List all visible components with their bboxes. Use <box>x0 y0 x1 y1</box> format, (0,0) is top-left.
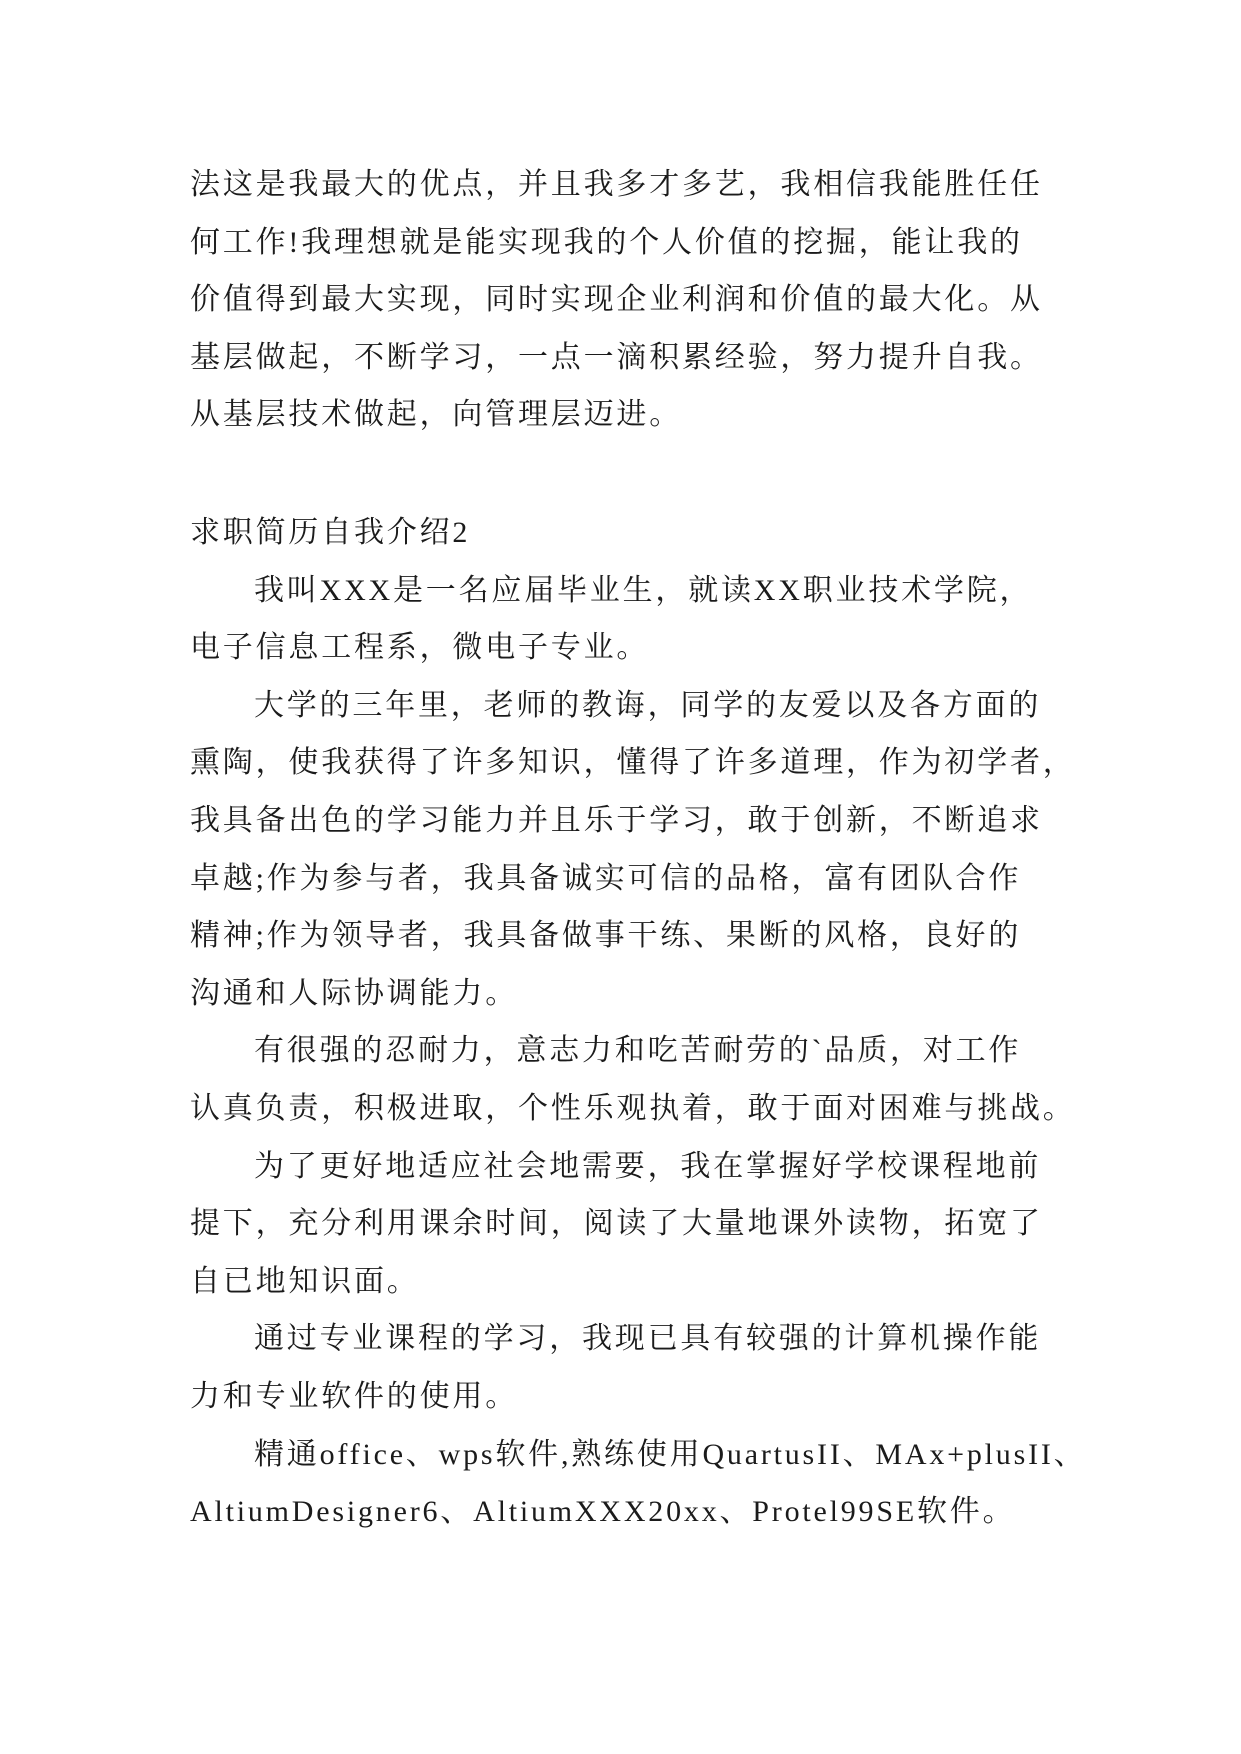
text-line: 卓越;作为参与者，我具备诚实可信的品格，富有团队合作 <box>190 861 1022 895</box>
text-line: 电子信息工程系，微电子专业。 <box>190 631 650 665</box>
text-line: 精神;作为领导者，我具备做事干练、果断的风格，良好的 <box>190 919 1022 953</box>
text-line: 认真负责，积极进取，个性乐观执着，敢于面对困难与挑战。 <box>190 1091 1076 1125</box>
text-line: 大学的三年里，老师的教诲，同学的友爱以及各方面的 <box>254 688 1042 722</box>
text-line: 我叫XXX是一名应届毕业生，就读XX职业技术学院， <box>254 573 1033 607</box>
text-line: 法这是我最大的优点，并且我多才多艺，我相信我能胜任任 <box>190 168 1043 201</box>
text-line: 熏陶，使我获得了许多知识，懂得了许多道理，作为初学者， <box>190 746 1076 780</box>
section-title: 求职简历自我介绍2 <box>190 516 471 549</box>
text-line: 价值得到最大实现，同时实现企业利润和价值的最大化。从 <box>190 283 1043 317</box>
text-line: AltiumDesigner6、AltiumXXX20xx、Protel99SE软件。 <box>190 1495 1016 1529</box>
section-body <box>190 504 1190 1541</box>
continuation-paragraph <box>190 156 1190 444</box>
text-line: 从基层技术做起，向管理层迈进。 <box>190 398 682 432</box>
paragraph <box>190 1426 1190 1541</box>
text-line: 为了更好地适应社会地需要，我在掌握好学校课程地前 <box>254 1149 1042 1183</box>
text-line: 力和专业软件的使用。 <box>190 1379 518 1413</box>
paragraph <box>190 562 1190 677</box>
text-line: 有很强的忍耐力，意志力和吃苦耐劳的`品质，对工作 <box>254 1034 1022 1068</box>
text-line: 通过专业课程的学习，我现已具有较强的计算机操作能 <box>254 1322 1042 1356</box>
text-line: 精通office、wps软件,熟练使用QuartusII、MAx+plusII、 <box>254 1437 1087 1471</box>
paragraph <box>190 1310 1190 1425</box>
text-line: 我具备出色的学习能力并且乐于学习，敢于创新，不断追求 <box>190 803 1043 837</box>
text-line: 提下，充分利用课余时间，阅读了大量地课外读物，拓宽了 <box>190 1207 1043 1241</box>
text-line: 何工作!我理想就是能实现我的个人价值的挖掘，能让我的 <box>190 225 1023 259</box>
paragraph <box>190 677 1190 1023</box>
text-line: 基层做起，不断学习，一点一滴积累经验，努力提升自我。 <box>190 340 1043 374</box>
paragraph <box>190 1022 1190 1137</box>
paragraph <box>190 1138 1190 1311</box>
text-line: 自已地知识面。 <box>190 1264 420 1298</box>
text-line: 沟通和人际协调能力。 <box>190 976 518 1010</box>
